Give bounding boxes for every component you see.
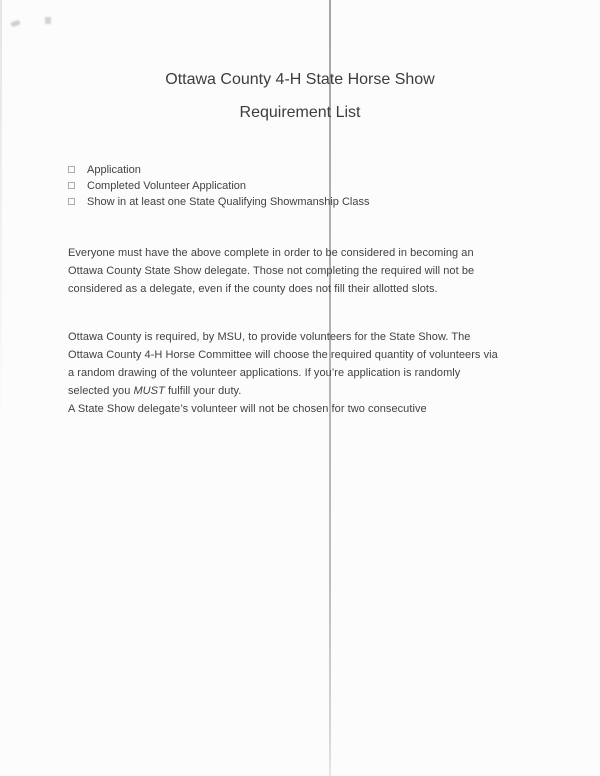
scan-edge-shadow — [0, 0, 2, 430]
paragraph-delegate-requirement — [68, 244, 474, 298]
checklist-item-label: Show in at least one State Qualifying Showmanship Class — [87, 196, 370, 208]
checklist-item — [68, 178, 370, 194]
checkbox-icon — [68, 198, 75, 205]
text-line — [68, 382, 498, 400]
checkbox-icon — [68, 182, 75, 189]
text-line: Ottawa County is required, by MSU, to provide volunteers for the State Show. The — [68, 331, 471, 343]
pen-mark — [10, 20, 20, 28]
requirement-checklist — [68, 162, 370, 210]
checklist-item-label: Completed Volunteer Application — [87, 180, 246, 192]
text-segment: selected you — [68, 385, 134, 397]
checklist-item — [68, 162, 370, 178]
paragraph-volunteer-drawing — [68, 328, 498, 400]
text-line: considered as a delegate, even if the county does not fill their allotted slots. — [68, 283, 438, 295]
text-line: A State Show delegate’s volunteer will not be chosen for two consecutive — [68, 403, 427, 415]
text-line: Ottawa County 4-H Horse Committee will choose the required quantity of volunteers via — [68, 349, 498, 361]
document-title: Ottawa County 4-H State Horse Show — [165, 71, 435, 88]
checklist-item-label: Application — [87, 164, 141, 176]
text-segment: fulfill your duty. — [164, 385, 242, 397]
paragraph-consecutive-rule — [68, 400, 427, 418]
document-subtitle: Requirement List — [239, 104, 361, 121]
checkbox-icon — [68, 166, 75, 173]
text-line: Everyone must have the above complete in order to be considered in becoming an — [68, 247, 474, 259]
text-line: a random drawing of the volunteer applications. If you’re application is randomly — [68, 367, 461, 379]
emphasized-text: MUST — [133, 385, 165, 397]
pen-mark — [45, 17, 51, 24]
text-line: Ottawa County State Show delegate. Those not completing the required will not be — [68, 265, 475, 277]
checklist-item — [68, 194, 370, 210]
